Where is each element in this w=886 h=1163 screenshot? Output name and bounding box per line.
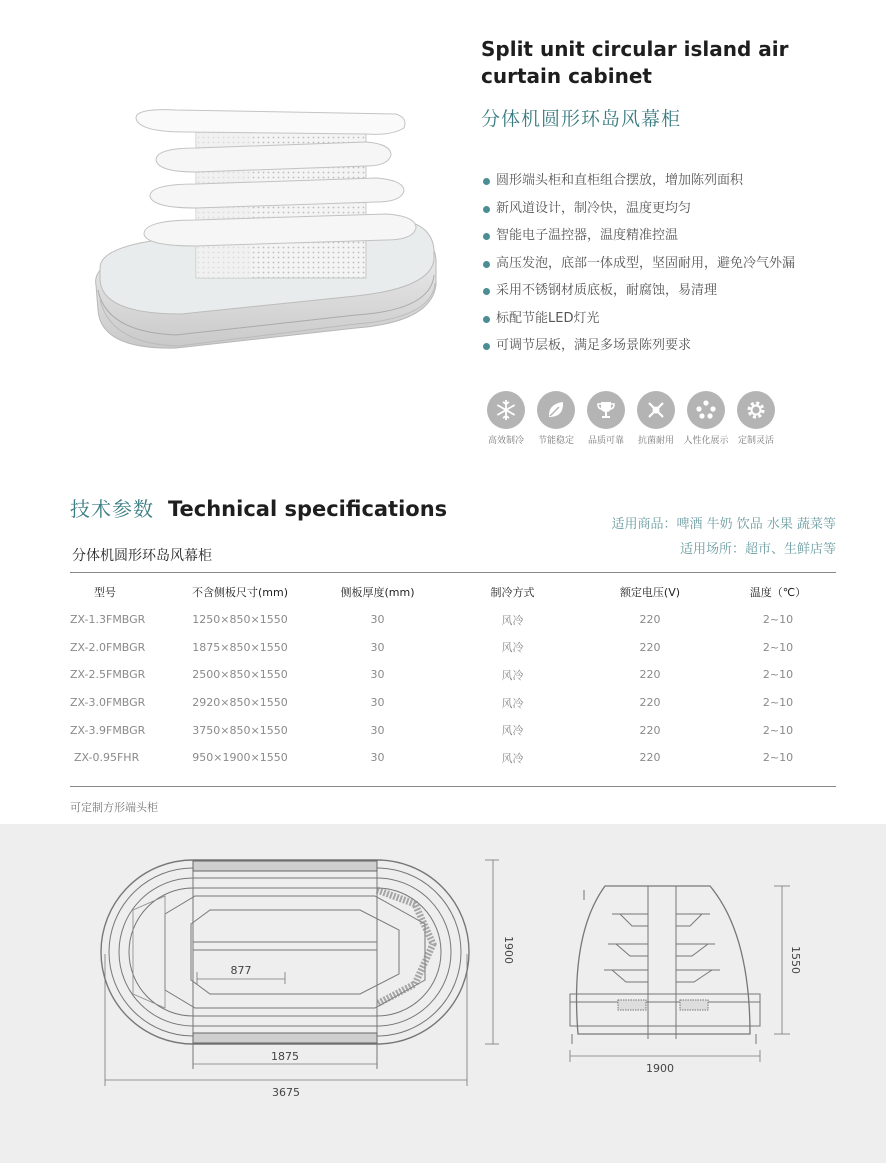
bullet-icon — [483, 178, 490, 185]
feature-item: 可调节层板，满足多场景陈列要求 — [481, 337, 795, 365]
gear-icon — [737, 391, 775, 429]
feature-icon-cell: 节能稳定 — [531, 391, 581, 446]
dim-total: 3675 — [272, 1086, 300, 1099]
specs-heading-cn: 技术参数 — [70, 497, 154, 521]
bullet-icon — [483, 206, 490, 213]
feature-icon-cell: 高效制冷 — [481, 391, 531, 446]
feature-icon-cell: 定制灵活 — [731, 391, 781, 446]
feature-list — [481, 172, 795, 365]
table-bottom-rule — [70, 786, 836, 787]
table-header-row — [70, 578, 836, 606]
col-header: 型号 — [94, 586, 116, 599]
table-row: ZX-1.3FMBGR 1250×850×1550 30 风冷 220 2~10 — [70, 613, 794, 627]
side-view-drawing — [560, 874, 810, 1094]
feature-item: 高压发泡，底部一体成型，坚固耐用，避免冷气外漏 — [481, 255, 795, 283]
applicable-goods: 适用商品：啤酒 牛奶 饮品 水果 蔬菜等 — [611, 517, 836, 532]
dim-side-width: 1900 — [646, 1062, 674, 1075]
table-top-rule — [70, 572, 836, 573]
col-header: 制冷方式 — [490, 586, 535, 599]
dim-inner: 877 — [230, 964, 252, 977]
dim-side-height: 1550 — [789, 946, 802, 974]
col-header: 额定电压(V) — [619, 586, 681, 599]
table-row: ZX-0.95FHR 950×1900×1550 30 风冷 220 2~10 — [74, 751, 794, 765]
table-row: ZX-2.5FMBGR 2500×850×1550 30 风冷 220 2~10 — [70, 668, 794, 682]
table-row: ZX-3.0FMBGR 2920×850×1550 30 风冷 220 2~10 — [70, 696, 794, 710]
feature-icon-cell: 品质可靠 — [581, 391, 631, 446]
feature-item: 智能电子温控器，温度精准控温 — [481, 227, 795, 255]
specs-table — [70, 578, 836, 772]
col-header: 侧板厚度(mm) — [340, 586, 415, 599]
top-view-drawing — [95, 854, 515, 1134]
specs-subtitle: 分体机圆形环岛风幕柜 — [72, 548, 212, 564]
product-image — [86, 100, 446, 360]
bullet-icon — [483, 233, 490, 240]
bullet-icon — [483, 343, 490, 350]
product-title-en: Split unit circular island air curtain cabinet — [481, 37, 789, 88]
snowflake-icon — [487, 391, 525, 429]
product-title-cn: 分体机圆形环岛风幕柜 — [481, 108, 682, 130]
feature-icon-cell: 人性化展示 — [681, 391, 731, 446]
dim-straight: 1875 — [271, 1050, 299, 1063]
feature-item: 圆形端头柜和直柜组合摆放，增加陈列面积 — [481, 172, 795, 200]
bullet-icon — [483, 261, 490, 268]
feature-item: 标配节能LED灯光 — [481, 310, 795, 338]
feature-item: 新风道设计，制冷快，温度更均匀 — [481, 200, 795, 228]
custom-note: 可定制方形端头柜 — [70, 801, 158, 814]
specs-heading-en: Technical specifications — [168, 497, 448, 521]
feature-icon-cell: 抗菌耐用 — [631, 391, 681, 446]
drawing-panel — [0, 824, 886, 1163]
applicable-places: 适用场所：超市、生鲜店等 — [679, 542, 836, 557]
leaf-icon — [537, 391, 575, 429]
feature-item: 采用不锈钢材质底板，耐腐蚀，易清理 — [481, 282, 795, 310]
table-row: ZX-2.0FMBGR 1875×850×1550 30 风冷 220 2~10 — [70, 640, 794, 655]
dim-depth: 1900 — [502, 936, 515, 964]
col-header: 不含侧板尺寸(mm) — [191, 586, 288, 599]
col-header: 温度（℃） — [749, 586, 807, 599]
people-icon — [687, 391, 725, 429]
bullet-icon — [483, 288, 490, 295]
feature-icons-row — [481, 391, 781, 446]
table-row: ZX-3.9FMBGR 3750×850×1550 30 风冷 220 2~10 — [70, 723, 794, 738]
trophy-icon — [587, 391, 625, 429]
bullet-icon — [483, 316, 490, 323]
shield-cross-icon — [637, 391, 675, 429]
specs-heading — [70, 493, 447, 522]
